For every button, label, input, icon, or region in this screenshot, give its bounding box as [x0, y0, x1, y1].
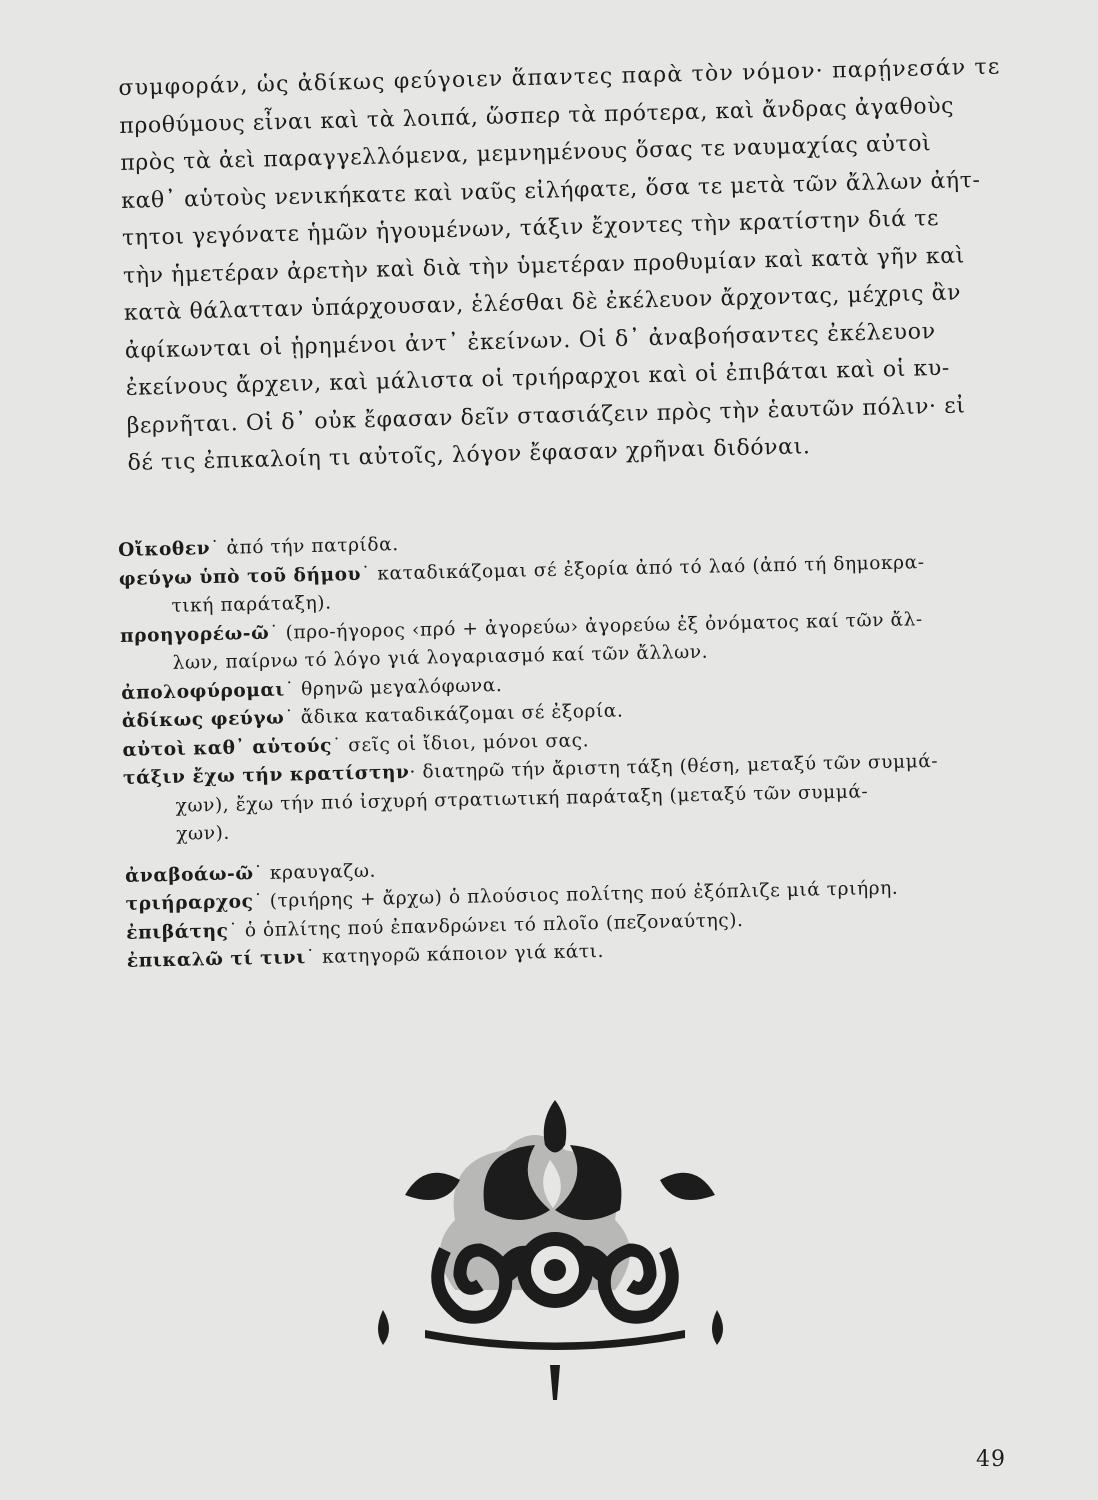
- glossary-definition: κατηγορῶ κάποιον γιά κάτι.: [321, 940, 605, 968]
- main-text-line: τητοι γεγόνατε ἡμῶν ἡγουμένων, τάξιν ἔχοντες τὴν κρατίστην διά τε: [121, 205, 940, 251]
- glossary-term: ἀναβοάω-ῶ: [124, 862, 254, 887]
- glossary-definition: (προ-ήγορος ‹πρό + ἀγορεύω› ἀγορεύω ἐξ ὀνόματος καί τῶν ἄλ-: [285, 608, 924, 644]
- glossary-definition: θρηνῶ μεγαλόφωνα.: [300, 674, 503, 700]
- glossary-definition: κραυγαζω.: [269, 860, 377, 884]
- glossary-continuation: τική παράταξη).: [171, 592, 332, 617]
- glossary-definition: ἄδικα καταδικάζομαι σέ ἐξορία.: [300, 700, 624, 729]
- page-number: 49: [976, 1447, 1006, 1472]
- glossary-notes: [118, 518, 1032, 976]
- glossary-entry: προηγορέω-ῶ˙ (προ-ήγορος ‹πρό + ἀγορεύω› ἀγορεύω ἐξ ὀνόματος καί τῶν ἄλ-: [119, 608, 924, 647]
- glossary-entry: ἐπιβάτης˙ ὁ ὁπλίτης πού ἐπανδρώνει τό πλοῖο (πεζοναύτης).: [126, 909, 744, 944]
- glossary-entry: Οἴκοθεν˙ ἀπό τήν πατρίδα.: [118, 534, 399, 561]
- glossary-term: ἐπιβάτης: [126, 920, 229, 944]
- glossary-entry: τριήραρχος˙ (τριήρης + ἄρχω) ὁ πλούσιος πολίτης πού ἐξόπλιζε μιά τριήρη.: [125, 877, 899, 915]
- main-text-line: προθύμους εἶναι καὶ τὰ λοιπά, ὥσπερ τὰ πρότερα, καὶ ἄνδρας ἀγαθοὺς: [119, 93, 955, 139]
- main-text-line: δέ τις ἐπικαλοίη τι αὐτοῖς, λόγον ἔφασαν χρῆναι διδόναι.: [127, 434, 811, 476]
- floral-ornament-icon: [365, 1100, 735, 1400]
- main-text-line: ἀφίκωνται οἱ ᾑρημένοι ἀντ᾽ ἐκείνων. Οἱ δ᾽ ἀναβοήσαντες ἐκέλευον: [124, 318, 937, 364]
- glossary-definition: καταδικάζομαι σέ ἐξορία ἀπό τό λαό (ἀπό τή δημοκρα-: [377, 551, 925, 585]
- glossary-term: αὐτοὶ καθ᾽ αὑτούς: [122, 735, 333, 761]
- main-text-line: τὴν ἡμετέραν ἀρετὴν καὶ διὰ τὴν ὑμετέραν προθυμίαν καὶ κατὰ γῆν καὶ: [122, 242, 966, 289]
- glossary-entry: φεύγω ὑπὸ τοῦ δήμου˙ καταδικάζομαι σέ ἐξορία ἀπό τό λαό (ἀπό τή δημοκρα-: [118, 551, 925, 590]
- glossary-continuation: λων, παίρνω τό λόγο γιά λογαριασμό καί τῶν ἄλλων.: [172, 641, 709, 674]
- glossary-continuation: χων).: [176, 822, 231, 845]
- glossary-entry: αὐτοὶ καθ᾽ αὑτούς˙ σεῖς οἱ ἴδιοι, μόνοι σας.: [122, 729, 590, 761]
- glossary-entry: τάξιν ἔχω τήν κρατίστην· διατηρῶ τήν ἄριστη τάξη (θέση, μεταξύ τῶν συμμά-: [122, 750, 939, 789]
- glossary-continuation: χων), ἔχω τήν πιό ἰσχυρή στρατιωτική παράταξη (μεταξύ τῶν συμμά-: [175, 780, 869, 817]
- main-text-line: καθ᾽ αὑτοὺς νενικήκατε καὶ ναῦς εἰλήφατε, ὅσα τε μετὰ τῶν ἄλλων ἀήτ-: [120, 167, 981, 214]
- glossary-term: ἀδίκως φεύγω: [121, 707, 285, 732]
- main-text-line: κατὰ θάλατταν ὑπάρχουσαν, ἑλέσθαι δὲ ἐκέλευον ἄρχοντας, μέχρις ἂν: [123, 280, 962, 326]
- main-text-line: ἐκείνους ἄρχειν, καὶ μάλιστα οἱ τριήραρχοι καὶ οἱ ἐπιβάται καὶ οἱ κυ-: [125, 355, 951, 401]
- glossary-term: φεύγω ὑπὸ τοῦ δήμου: [118, 563, 362, 590]
- glossary-term: τριήραρχος: [125, 891, 254, 915]
- glossary-term: τάξιν ἔχω τήν κρατίστην: [122, 761, 410, 789]
- glossary-definition: ὁ ὁπλίτης πού ἐπανδρώνει τό πλοῖο (πεζοναύτης).: [244, 909, 744, 941]
- glossary-entry: ἀναβοάω-ῶ˙ κραυγαζω.: [124, 860, 377, 887]
- glossary-definition: ἀπό τήν πατρίδα.: [226, 534, 399, 559]
- glossary-term: ἐπικαλῶ τί τινι: [126, 947, 306, 972]
- glossary-entry: ἀδίκως φεύγω˙ ἄδικα καταδικάζομαι σέ ἐξορία.: [121, 700, 624, 732]
- glossary-definition: (τριήρης + ἄρχω) ὁ πλούσιος πολίτης πού ἐξόπλιζε μιά τριήρη.: [269, 877, 899, 912]
- glossary-entry: ἐπικαλῶ τί τινι˙ κατηγορῶ κάποιον γιά κάτι.: [126, 940, 605, 972]
- glossary-term: Οἴκοθεν: [118, 538, 211, 561]
- glossary-entry: ἀπολοφύρομαι˙ θρηνῶ μεγαλόφωνα.: [121, 674, 503, 704]
- glossary-term: προηγορέω-ῶ: [119, 622, 270, 647]
- main-text-block: [118, 48, 1013, 482]
- glossary-definition: σεῖς οἱ ἴδιοι, μόνοι σας.: [348, 729, 590, 756]
- main-text-line: συμφοράν, ὡς ἀδίκως φεύγοιεν ἅπαντες παρὰ τὸν νόμον· παρῄνεσάν τε: [118, 54, 1001, 101]
- main-text-line: πρὸς τὰ ἀεὶ παραγγελλόμενα, μεμνημένους ὅσας τε ναυμαχίας αὐτοὶ: [119, 131, 932, 176]
- glossary-definition: διατηρῶ τήν ἄριστη τάξη (θέση, μεταξύ τῶν συμμά-: [422, 750, 939, 783]
- main-text-line: βερνῆται. Οἱ δ᾽ οὐκ ἔφασαν δεῖν στασιάζειν πρὸς τὴν ἑαυτῶν πόλιν· εἰ: [126, 392, 966, 439]
- glossary-term: ἀπολοφύρομαι: [121, 679, 286, 704]
